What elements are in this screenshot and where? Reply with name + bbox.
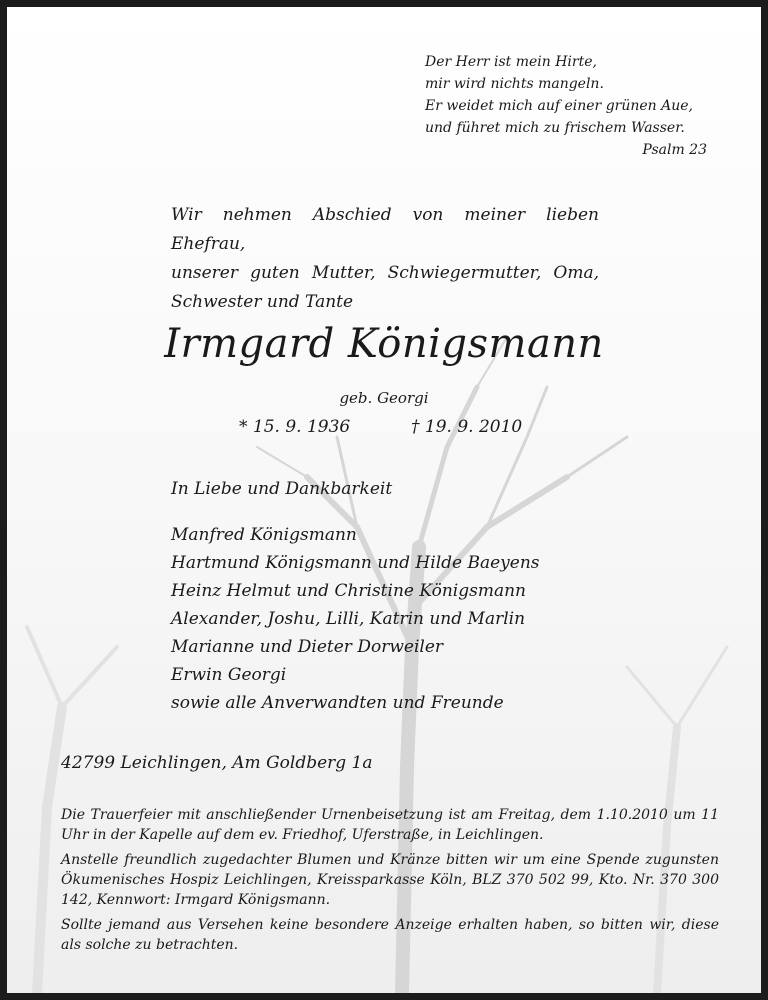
mourner-name: Marianne und Dieter Dorweiler (171, 637, 443, 657)
notice-note: Sollte jemand aus Versehen keine besondere Anzeige erhalten haben, so bitten wir, diese als solche zu betrachten. (61, 917, 719, 953)
donation-note: Anstelle freundlich zugedachter Blumen und Kränze bitten wir um eine Spende zugunsten Ökumenisches Hospiz Leichlingen, Kreissparkasse Köln, BLZ 370 502 99, Kto. Nr. 370 300 142, Kennwort: Irmgard Königsmann. (61, 852, 719, 908)
birth-name: geb. Georgi (339, 389, 429, 407)
mourner-name: Manfred Königsmann (171, 525, 357, 545)
mourner-name: Alexander, Joshu, Lilli, Katrin und Marlin (171, 609, 526, 629)
death-date: † 19. 9. 2010 (411, 417, 523, 437)
psalm-quote (425, 51, 725, 161)
psalm-line: mir wird nichts mangeln. (425, 76, 604, 92)
mourner-name: Hartmund Königsmann und Hilde Baeyens (171, 553, 540, 573)
psalm-line: und führet mich zu frischem Wasser. (425, 120, 685, 136)
mourner-name: Erwin Georgi (171, 665, 287, 685)
intro-line: unserer guten Mutter, Schwiegermutter, Oma, (171, 263, 599, 283)
funeral-service-note: Die Trauerfeier mit anschließender Urnenbeisetzung ist am Freitag, dem 1.10.2010 um 11 Uhr in der Kapelle auf dem ev. Friedhof, Uferstraße, in Leichlingen. (61, 807, 719, 843)
family-address: 42799 Leichlingen, Am Goldberg 1a (61, 753, 373, 773)
birth-date: * 15. 9. 1936 (239, 417, 351, 437)
obituary-content (7, 7, 761, 993)
funeral-notes (61, 805, 719, 960)
mourners-heading: In Liebe und Dankbarkeit (171, 479, 393, 499)
psalm-reference: Psalm 23 (642, 142, 707, 158)
mourners-list (171, 521, 540, 717)
mourner-name: Heinz Helmut und Christine Königsmann (171, 581, 526, 601)
intro-line: Schwester und Tante (171, 292, 354, 312)
psalm-line: Er weidet mich auf einer grünen Aue, (425, 98, 693, 114)
deceased-name: Irmgard Königsmann (164, 321, 604, 367)
mourner-name: sowie alle Anverwandten und Freunde (171, 693, 504, 713)
farewell-intro (171, 201, 599, 317)
psalm-line: Der Herr ist mein Hirte, (425, 54, 597, 70)
intro-line: Wir nehmen Abschied von meiner lieben Ehefrau, (171, 205, 599, 254)
